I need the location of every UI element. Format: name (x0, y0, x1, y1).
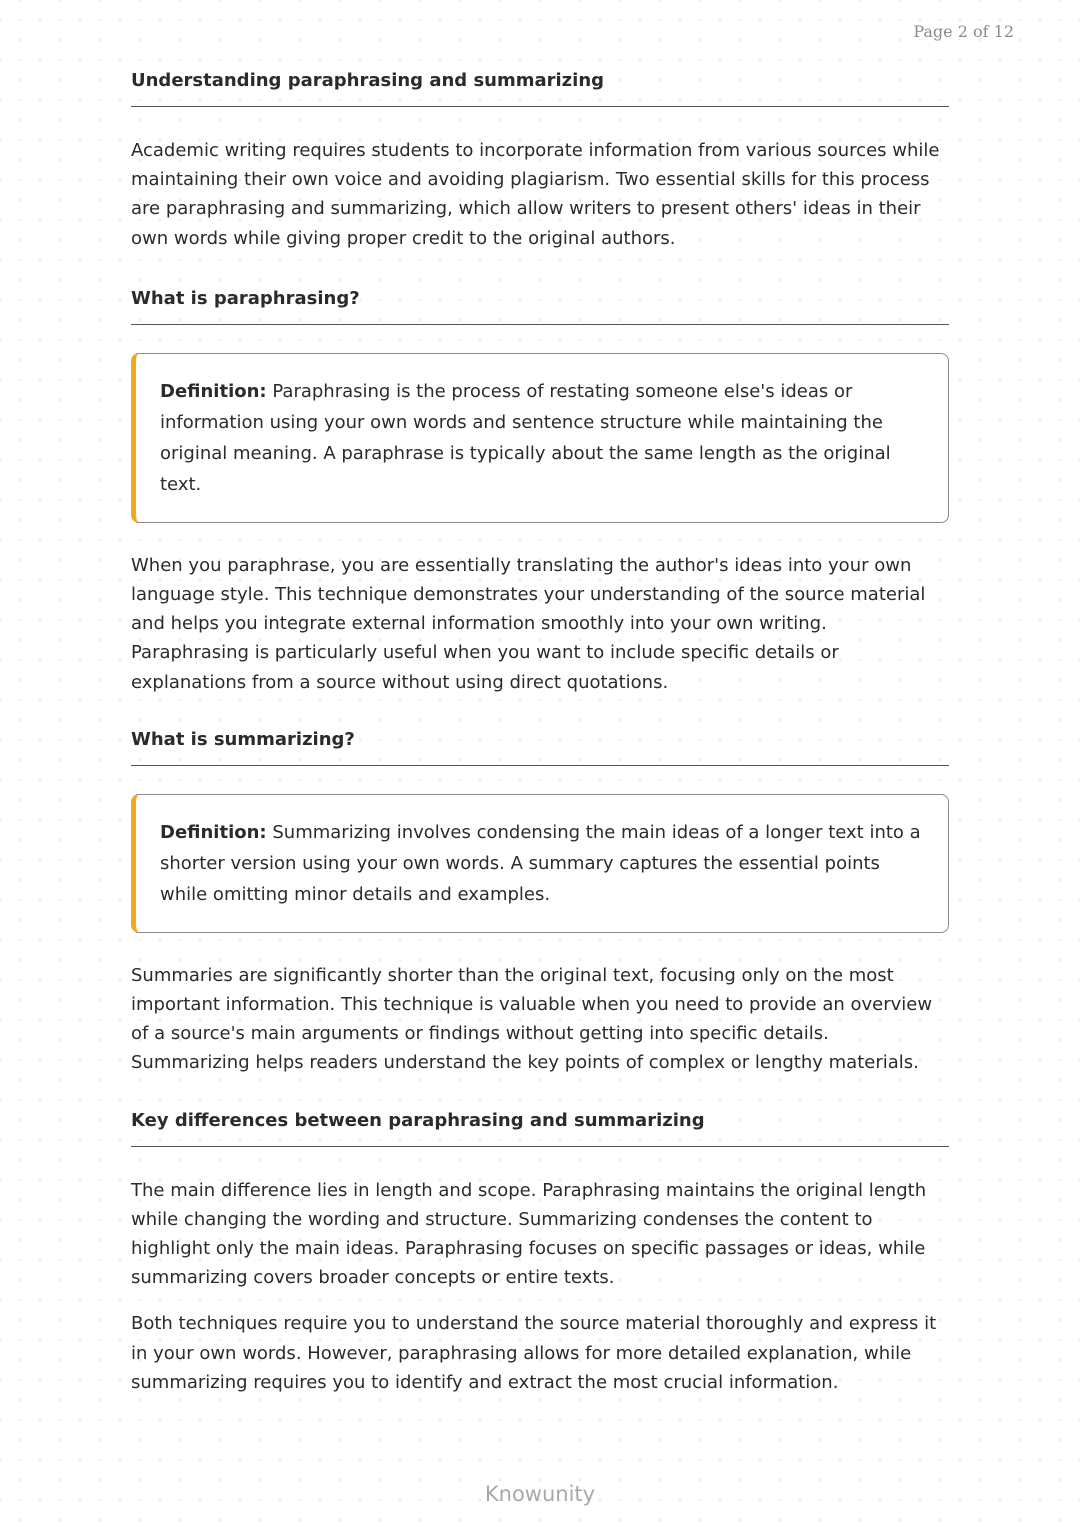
differences-paragraph-2: Both techniques require you to understand the source material thoroughly and express it in your own words. However, paraphrasing allows for more detailed explanation, while summarizing requires you to identify and extract the most crucial information. (131, 1313, 937, 1393)
document-content (131, 68, 949, 1397)
definition-box-summarizing (131, 794, 949, 933)
section-heading-intro: Understanding paraphrasing and summarizing (131, 68, 949, 107)
summarizing-paragraph: Summaries are significantly shorter than the original text, focusing only on the most important information. This technique is valuable when you need to provide an overview of a source's main arguments or findings without getting into specific details. Summarizing helps readers understand the key points of complex or lengthy materials. (131, 964, 933, 1074)
intro-paragraph: Academic writing requires students to incorporate information from various sources while maintaining their own voice and avoiding plagiarism. Two essential skills for this process are paraphrasing and summarizing, which allow writers to present others' ideas in their own words while giving proper credit to the original authors. (131, 140, 940, 249)
differences-paragraph-1: The main difference lies in length and scope. Paraphrasing maintains the original length while changing the wording and structure. Summarizing condenses the content to highlight only the main ideas. Paraphrasing focuses on specific passages or ideas, while summarizing covers broader concepts or entire texts. (131, 1179, 927, 1289)
definition-label: Definition: (160, 821, 267, 843)
definition-label: Definition: (160, 380, 267, 402)
page-number: Page 2 of 12 (913, 22, 1014, 41)
footer-brand-logo: Knowunity (484, 1482, 596, 1506)
definition-box-paraphrasing (131, 353, 949, 523)
section-heading-summarizing: What is summarizing? (131, 727, 949, 766)
section-heading-paraphrasing: What is paraphrasing? (131, 286, 949, 325)
paraphrasing-paragraph: When you paraphrase, you are essentially translating the author's ideas into your own language style. This technique demonstrates your understanding of the source material and helps you integrate external information smoothly into your own writing. Paraphrasing is particularly useful when you want to include specific details or explanations from a source without using direct quotations. (131, 554, 926, 693)
definition-body: Summarizing involves condensing the main ideas of a longer text into a shorter version using your own words. A summary captures the essential points while omitting minor details and examples. (160, 821, 921, 905)
definition-body: Paraphrasing is the process of restating someone else's ideas or information using your own words and sentence structure while maintaining the original meaning. A paraphrase is typically about the same length as the original text. (160, 380, 891, 495)
section-heading-differences: Key differences between paraphrasing and summarizing (131, 1108, 949, 1147)
definition-text-paraphrasing (160, 376, 922, 500)
definition-text-summarizing (160, 817, 922, 910)
